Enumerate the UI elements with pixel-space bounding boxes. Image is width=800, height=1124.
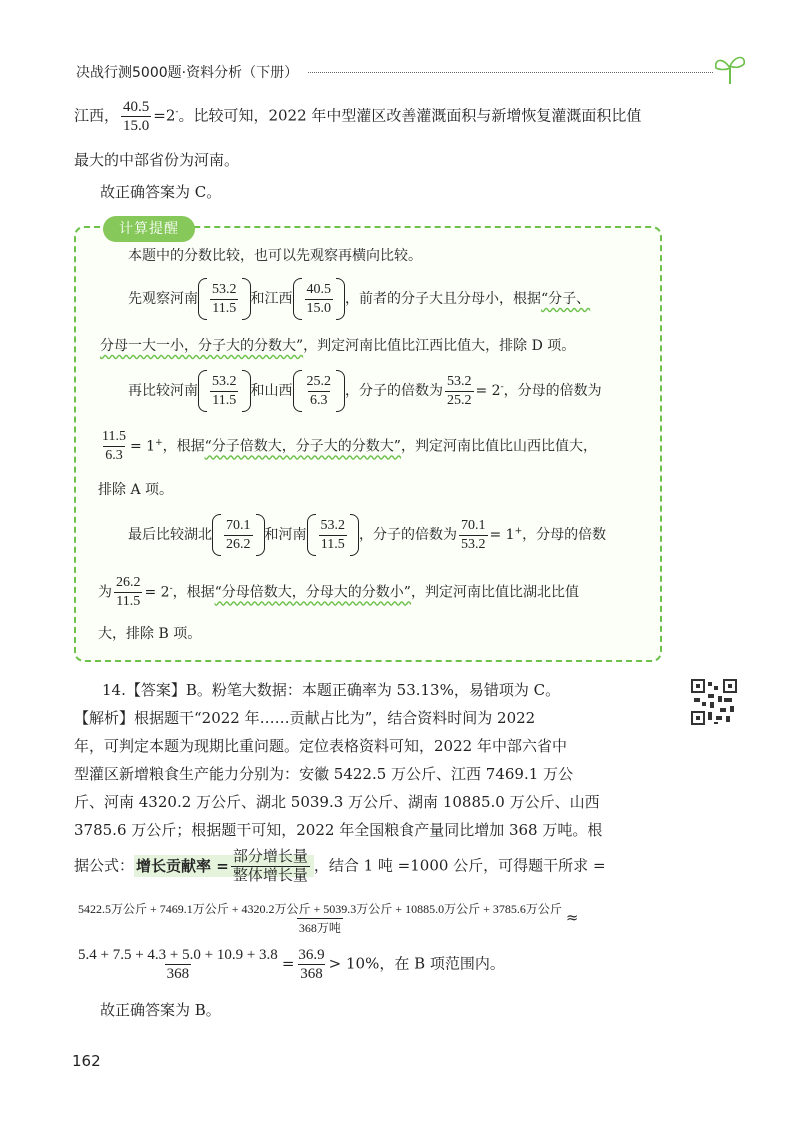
page-number: 162 <box>72 1052 101 1070</box>
tip-line-3: 分母一大一小，分子大的分数大”，判定河南比值比江西比值大，排除 D 项。 <box>100 338 576 354</box>
growth-contribution-formula: 增长贡献率 = $\frac{\text{部分增长量}}{\text{整体增长量}}$ <box>134 855 314 877</box>
fraction-ratio-4: $\frac{26.2}{11.5}$ <box>116 575 141 609</box>
fraction-shanxi: $\frac{25.2}{6.3}$ <box>306 373 331 408</box>
fraction-ratio-1: $\frac{53.2}{25.2}$ <box>447 373 472 408</box>
fraction-ratio-2: $\frac{11.5}{6.3}$ <box>102 429 126 463</box>
tip-line-1: 本题中的分数比较，也可以先观察再横向比较。 <box>128 248 422 264</box>
q14-analysis-p2: 年，可判定本题为现期比重问题。定位表格资料可知，2022 年中部六省中 <box>74 737 567 755</box>
page-header <box>70 52 750 92</box>
tip-line-7: 最后比较湖北 $\frac{70.1}{26.2}$ 和河南 $\frac{53.2}{11.5}$ ，分子的倍数为 $\frac{70.1}{53.2}$ = 1+，分母的倍数 <box>128 514 606 556</box>
fraction-henan-3: $\frac{53.2}{11.5}$ <box>320 517 345 552</box>
fraction-hubei: $\frac{70.1}{26.2}$ <box>226 517 251 552</box>
tip-line-5: $\frac{11.5}{6.3}$ = 1+，根据“分子倍数大，分子大的分数大”，判定河南比值比山西比值大， <box>102 429 597 463</box>
intro-answer: 故正确答案为 C。 <box>100 183 222 201</box>
tip-line-6: 排除 A 项。 <box>98 482 174 498</box>
sprout-icon <box>710 48 750 88</box>
intro-line-1: 江西， $\frac{40.5}{15.0}$ =2-。比较可知，2022 年中型灌区改善灌溉面积与新增恢复灌溉面积比值 <box>74 99 642 134</box>
tip-tab-label: 计算提醒 <box>103 216 195 242</box>
result-fraction: $\frac{36.9}{368}$ <box>298 947 325 982</box>
fraction-jiangxi: $\frac{40.5}{15.0}$ <box>123 99 150 134</box>
q14-sum-line: $\frac{5.4 + 7.5 + 4.3 + 5.0 + 10.9 + 3.8}{368}$ = $\frac{36.9}{368}$ > 10%，在 B 项范围内。 <box>78 947 505 982</box>
book-title: 决战行测5000题·资料分析（下册） <box>76 65 299 81</box>
fraction-ratio-3: $\frac{70.1}{53.2}$ <box>461 517 486 552</box>
fraction-jiangxi-tip: $\frac{40.5}{15.0}$ <box>306 281 331 316</box>
q14-analysis-p5: 3785.6 万公斤；根据题干可知，2022 年全国粮食产量同比增加 368 万吨。根 <box>74 821 603 839</box>
intro-line-2: 最大的中部省份为河南。 <box>74 151 240 169</box>
tip-line-2: 先观察河南 $\frac{53.2}{11.5}$ 和江西 $\frac{40.5}{15.0}$ ，前者的分子大且分母小，根据“分子、 <box>128 278 590 320</box>
q14-analysis-p3: 型灌区新增粮食生产能力分别为：安徽 5422.5 万公斤、江西 7469.1 万公 <box>74 765 574 783</box>
q14-big-fraction-line: 5422.5万公斤 + 7469.1万公斤 + 4320.2万公斤 + 5039.3万公斤 + 10885.0万公斤 + 3785.6万公斤 368万吨 ≈ <box>78 902 579 935</box>
header-dotted-rule <box>308 72 713 73</box>
q14-final-answer: 故正确答案为 B。 <box>100 1001 221 1019</box>
sum-fraction: $\frac{5.4 + 7.5 + 4.3 + 5.0 + 10.9 + 3.8}{368}$ <box>78 947 278 982</box>
tip-line-9: 大，排除 B 项。 <box>98 626 202 642</box>
fraction-henan-2: $\frac{53.2}{11.5}$ <box>212 373 237 408</box>
qr-code-icon <box>690 678 738 726</box>
tip-line-4: 再比较河南 $\frac{53.2}{11.5}$ 和山西 $\frac{25.2}{6.3}$ ，分子的倍数为 $\frac{53.2}{25.2}$ = 2-，分母的倍数为 <box>128 370 602 412</box>
tip-line-8: 为 $\frac{26.2}{11.5}$ = 2-，根据“分母倍数大，分母大的分数小”，判定河南比值比湖北比值 <box>98 575 579 609</box>
q14-analysis-p4: 斤、河南 4320.2 万公斤、湖北 5039.3 万公斤、湖南 10885.0 万公斤、山西 <box>74 793 600 811</box>
big-fraction: 5422.5万公斤 + 7469.1万公斤 + 4320.2万公斤 + 5039.3万公斤 + 10885.0万公斤 + 3785.6万公斤 368万吨 <box>78 902 562 935</box>
q14-formula-line: 据公式： 增长贡献率 = $\frac{\text{部分增长量}}{\text{整体增长量}}$ ，结合 1 吨 =1000 公斤，可得题干所求 = <box>74 849 606 884</box>
q14-answer-line: 14.【答案】B。粉笔大数据：本题正确率为 53.13%，易错项为 C。 <box>102 681 561 699</box>
q14-analysis-p1: 【解析】根据题干“2022 年……贡献占比为”，结合资料时间为 2022 <box>74 709 536 727</box>
fraction-henan: $\frac{53.2}{11.5}$ <box>212 281 237 316</box>
